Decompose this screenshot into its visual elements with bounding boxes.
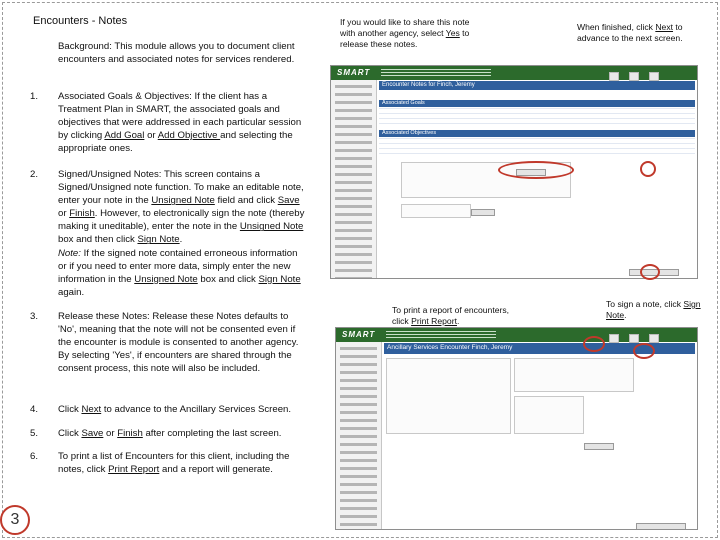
screenshot-sidebar <box>331 80 377 278</box>
toolbar-icon <box>649 72 659 81</box>
step-number: 1. <box>30 91 39 102</box>
toolbar-icon <box>649 334 659 343</box>
page-title: Encounters - Notes <box>33 15 128 27</box>
next-link: Next <box>655 22 674 32</box>
toolbar-icon <box>609 72 619 81</box>
step-text: Click Next to advance to the Ancillary Services Screen. <box>58 404 292 415</box>
unsigned-note-link: Unsigned Note <box>151 195 215 207</box>
callout-next: When finished, click Next to advance to the next screen. <box>577 22 683 43</box>
toolbar-icon <box>609 334 619 343</box>
release-highlight-ring <box>498 161 574 179</box>
ancillary-notes-box <box>514 358 634 392</box>
sign-highlight-ring <box>640 264 660 280</box>
smart-logo: SMART <box>337 68 371 77</box>
background-paragraph: Background: This module allows you to document client encounters and associated notes for services rendered. <box>58 41 295 65</box>
ancillary-providers-box <box>514 396 584 434</box>
step-text: To print a list of Encounters for this client, including the notes, click Print Report and a report will generate. <box>58 451 290 476</box>
callout-sign: To sign a note, click Sign Note. <box>606 299 701 320</box>
screenshot-sidebar <box>336 342 382 529</box>
sign-note-link: Sign Note <box>258 273 301 285</box>
sign-note-link: Sign Note <box>606 299 701 320</box>
note-label: Note: <box>58 247 81 259</box>
unsigned-note-box <box>401 204 471 218</box>
toolbar-icon <box>629 72 639 81</box>
print-report-button <box>584 443 614 450</box>
save-link: Save <box>81 428 104 439</box>
next-highlight-ring <box>640 161 656 177</box>
yes-link: Yes <box>445 28 460 38</box>
finish-link: Finish <box>117 428 143 439</box>
page-number-badge: 3 <box>0 505 30 535</box>
save-link: Save <box>277 195 300 207</box>
sign-note-button <box>471 209 495 216</box>
step-number: 5. <box>30 428 39 439</box>
unsigned-note-link: Unsigned Note <box>239 221 304 233</box>
step-text: Release these Notes: Release these Notes defaults to 'No', meaning that the note will not be consented even if the encounter is module is consented to another agency. By selecting 'Yes', if encounters are shared through the consent process, this note will also be included. <box>58 311 299 375</box>
goals-section-title: Associated Goals <box>382 100 425 106</box>
finish-link: Finish <box>69 208 95 220</box>
objectives-section-title: Associated Objectives <box>382 130 437 136</box>
print-report-link: Print Report <box>411 316 457 326</box>
step-number: 4. <box>30 404 39 415</box>
step-text: Associated Goals & Objectives: If the client has a Treatment Plan in SMART, the associated goals and objectives that were addressed in each particular session by clicking Add Goal or Add Objective and selecting the appropriate ones. <box>58 91 302 155</box>
next-link: Next <box>81 404 102 415</box>
smart-logo: SMART <box>342 330 376 339</box>
callout-print: To print a report of encounters, click Print Report. <box>392 305 510 326</box>
callout-share: If you would like to share this note with another agency, select Yes to release these notes. <box>340 17 470 49</box>
step-number: 2. <box>30 169 39 180</box>
step-number: 3. <box>30 311 39 322</box>
step-text: Signed/Unsigned Notes: This screen contains a Signed/Unsigned note function. To make an editable note, enter your note in the Unsigned Note field and click Save or Finish. However, to electronically sign the note (thereby making it uneditable), enter the note in the Unsigned Note box and then click Sign Note. Note: If the signed note contained erroneous information or if you need to enter more data, simply enter the new information in the Unsigned Note box and click Sign Note again. <box>58 169 305 298</box>
screenshot-header: Encounter Notes for Finch, Jeremy <box>382 82 475 88</box>
sign-highlight-ring-2 <box>633 343 655 359</box>
screenshot-header: Ancillary Services Encounter Finch, Jeremy <box>387 344 513 351</box>
toolbar-icon <box>629 334 639 343</box>
add-objective-link[interactable]: Add Objective <box>157 130 221 142</box>
print-highlight-ring <box>583 336 605 352</box>
step-number: 6. <box>30 451 39 462</box>
sign-note-link: Sign Note <box>137 234 180 246</box>
print-report-link: Print Report <box>108 464 160 476</box>
ancillary-options-list <box>386 358 511 434</box>
unsigned-note-link: Unsigned Note <box>134 273 198 285</box>
nav-buttons <box>636 523 686 530</box>
step-text: Click Save or Finish after completing the last screen. <box>58 428 282 439</box>
add-goal-link[interactable]: Add Goal <box>104 130 145 142</box>
